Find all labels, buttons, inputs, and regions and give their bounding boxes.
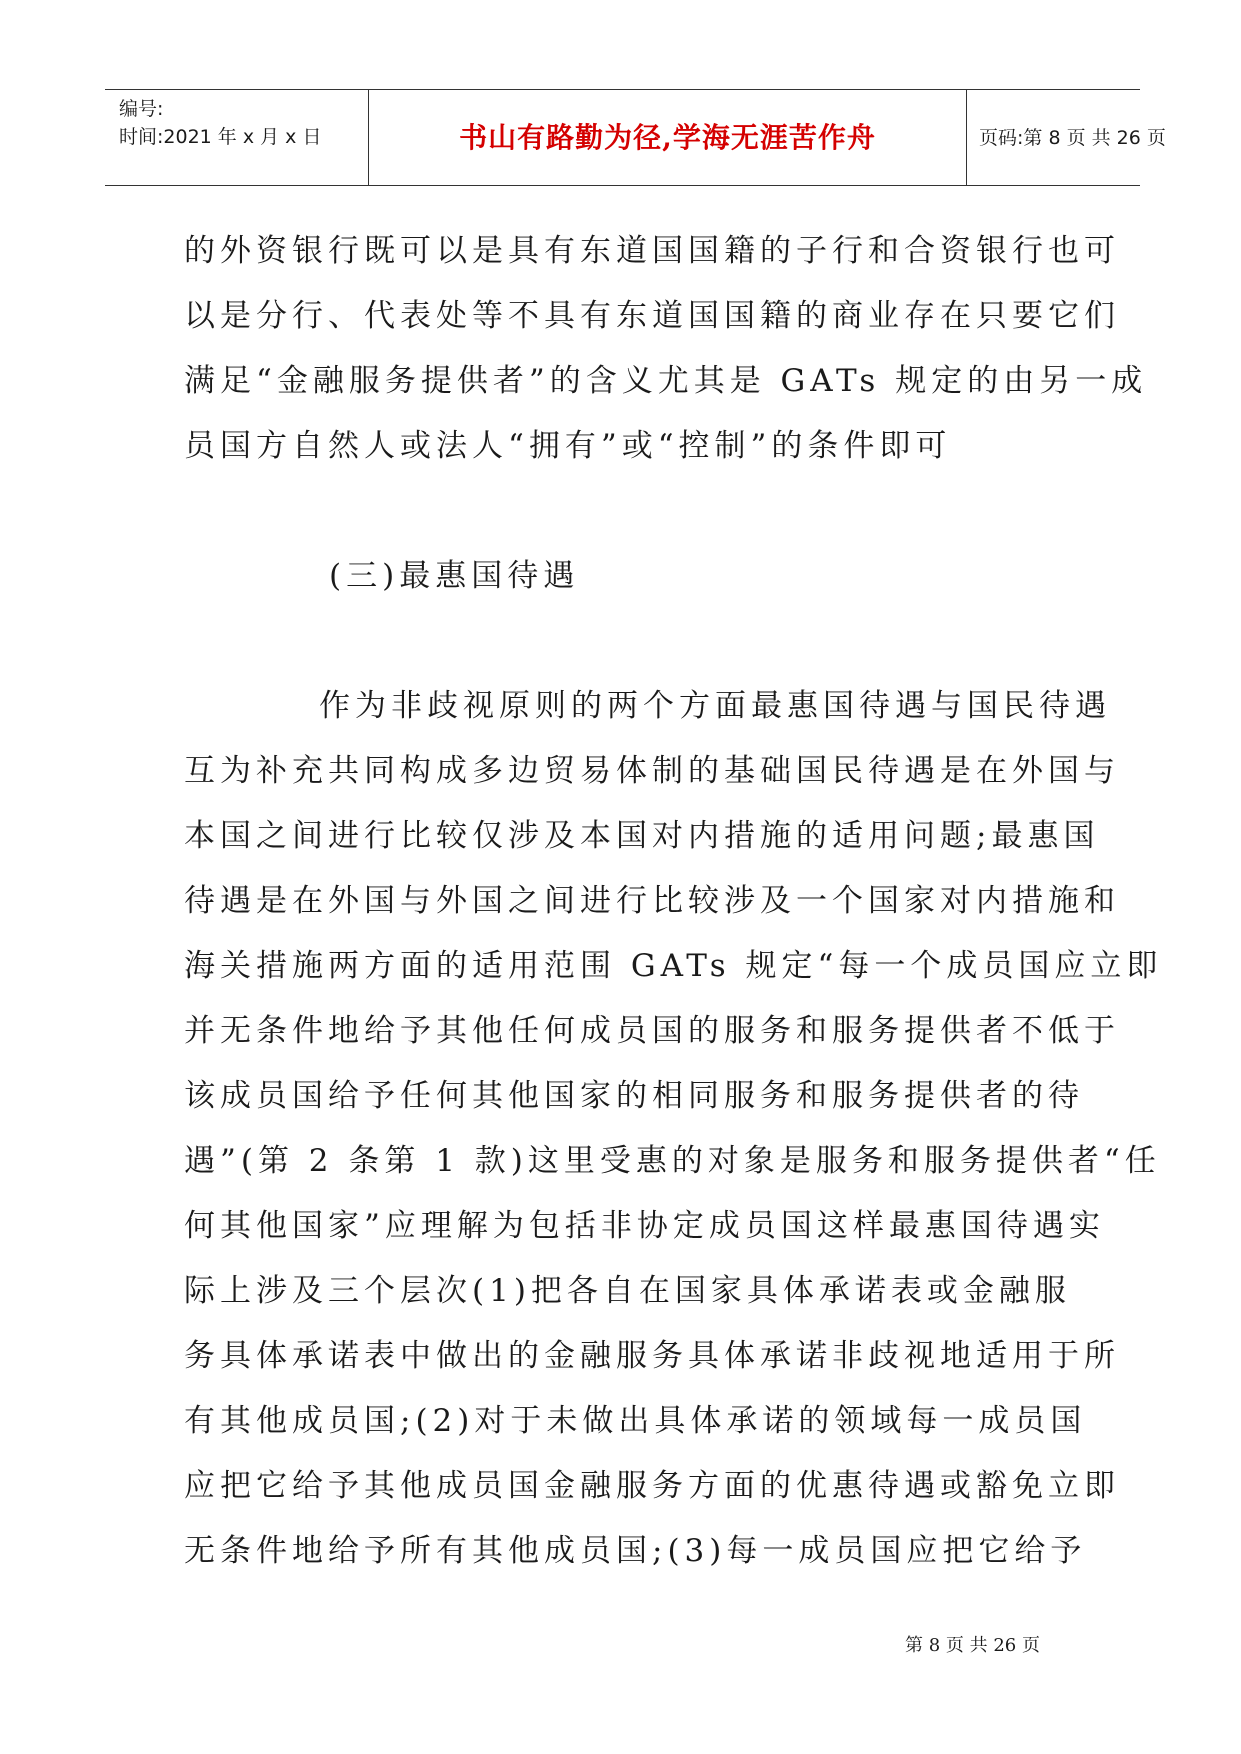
header-motto-cell — [369, 90, 967, 185]
paragraph-2-line: 无条件地给予所有其他成员国;(3)每一成员国应把它给予 — [184, 1533, 1087, 1569]
header-meta-cell — [105, 90, 369, 185]
paragraph-1-line: 员国方自然人或法人“拥有”或“控制”的条件即可 — [184, 428, 952, 464]
paragraph-2-line: 作为非歧视原则的两个方面最惠国待遇与国民待遇 — [319, 688, 1111, 724]
header-page-cell — [967, 90, 1166, 185]
paragraph-2-line: 并无条件地给予其他任何成员国的服务和服务提供者不低于 — [184, 1013, 1120, 1049]
document-header — [105, 89, 1166, 186]
paragraph-1-line: 以是分行、代表处等不具有东道国国籍的商业存在只要它们 — [184, 298, 1120, 334]
paragraph-2-line: 遇”(第 2 条第 1 款)这里受惠的对象是服务和服务提供者“任 — [184, 1143, 1161, 1179]
paragraph-1-line: 的外资银行既可以是具有东道国国籍的子行和合资银行也可 — [184, 233, 1120, 269]
paragraph-2-line: 有其他成员国;(2)对于未做出具体承诺的领域每一成员国 — [184, 1403, 1087, 1439]
paragraph-2-line: 应把它给予其他成员国金融服务方面的优惠待遇或豁免立即 — [184, 1468, 1120, 1504]
header-motto: 书山有路勤为径,学海无涯苦作舟 — [459, 121, 876, 154]
paragraph-2-line: 务具体承诺表中做出的金融服务具体承诺非歧视地适用于所 — [184, 1338, 1120, 1374]
paragraph-2-line: 本国之间进行比较仅涉及本国对内措施的适用问题;最惠国 — [184, 818, 1100, 854]
footer-page-number: 第 8 页 共 26 页 — [905, 1635, 1040, 1656]
header-page-number: 页码:第 8 页 共 26 页 — [979, 127, 1166, 149]
paragraph-2-line: 际上涉及三个层次(1)把各自在国家具体承诺表或金融服 — [184, 1273, 1071, 1309]
paragraph-2-line: 海关措施两方面的适用范围 GATs 规定“每一个成员国应立即 — [184, 948, 1163, 984]
paragraph-2-line: 该成员国给予任何其他国家的相同服务和服务提供者的待 — [184, 1078, 1084, 1114]
paragraph-2-line: 待遇是在外国与外国之间进行比较涉及一个国家对内措施和 — [184, 883, 1120, 919]
paragraph-1-line: 满足“金融服务提供者”的含义尤其是 GATs 规定的由另一成 — [184, 363, 1148, 399]
document-time-label: 时间:2021 年 x 月 x 日 — [119, 126, 322, 148]
section-heading: (三)最惠国待遇 — [329, 558, 580, 594]
document-number-label: 编号: — [119, 98, 164, 120]
paragraph-2-line: 何其他国家”应理解为包括非协定成员国这样最惠国待遇实 — [184, 1208, 1105, 1244]
paragraph-2-line: 互为补充共同构成多边贸易体制的基础国民待遇是在外国与 — [184, 753, 1120, 789]
